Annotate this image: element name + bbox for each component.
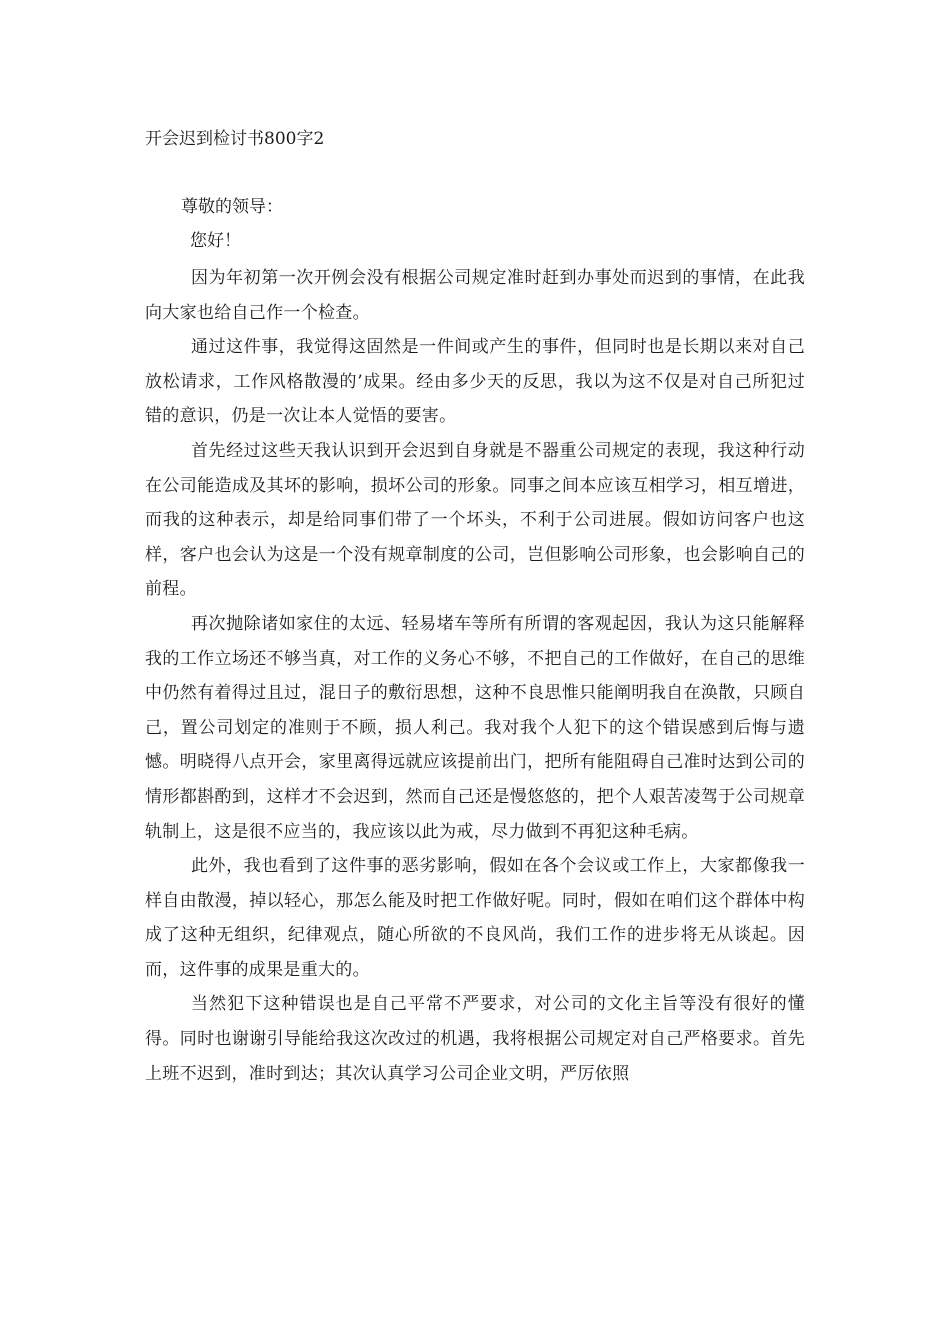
paragraph: 再次抛除诸如家住的太远、轻易堵车等所有所谓的客观起因，我认为这只能解释我的工作立场还不够当真，对工作的义务心不够，不把自己的工作做好，在自己的思维中仍然有着得过且过，混日子的敷衍思想，这种不良思惟只能阐明我自在涣散，只顾自己，置公司划定的准则于不顾，损人利己。我对我个人犯下的这个错误感到后悔与遗憾。明晓得八点开会，家里离得远就应该提前出门，把所有能阻碍自己准时达到公司的情形都斟酌到，这样才不会迟到，然而自己还是慢悠悠的，把个人艰苦凌驾于公司规章轨制上，这是很不应当的，我应该以此为戒，尽力做到不再犯这种毛病。 [145,613,805,842]
paragraph: 因为年初第一次开例会没有根据公司规定准时赶到办事处而迟到的事情，在此我向大家也给自己作一个检查。 [145,268,805,323]
paragraph: 通过这件事，我觉得这固然是一件间或产生的事件，但同时也是长期以来对自己放松请求，工作风格散漫的’成果。经由多少天的反思，我以为这不仅是对自己所犯过错的意识，仍是一次让本人觉悟的要害。 [145,337,805,427]
greeting: 您好！ [190,231,241,251]
paragraph: 当然犯下这种错误也是自己平常不严要求，对公司的文化主旨等没有很好的懂得。同时也谢谢引导能给我这次改过的机遇，我将根据公司规定对自己严格要求。首先上班不迟到，准时到达；其次认真学习公司企业文明，严厉依照 [145,994,805,1084]
document-title: 开会迟到检讨书800字2 [145,129,325,149]
paragraph: 此外，我也看到了这件事的恶劣影响，假如在各个会议或工作上，大家都像我一样自由散漫，掉以轻心，那怎么能及时把工作做好呢。同时，假如在咱们这个群体中构成了这种无组织，纪律观点，随心所欲的不良风尚，我们工作的进步将无从谈起。因而，这件事的成果是重大的。 [145,856,805,980]
document-body [145,261,805,1091]
paragraph: 首先经过这些天我认识到开会迟到自身就是不器重公司规定的表现，我这种行动在公司能造成及其坏的影响，损坏公司的形象。同事之间本应该互相学习，相互增进，而我的这种表示，却是给同事们带了一个坏头，不利于公司进展。假如访问客户也这样，客户也会认为这是一个没有规章制度的公司，岂但影响公司形象，也会影响自己的前程。 [145,440,805,600]
salutation: 尊敬的领导： [181,197,283,217]
